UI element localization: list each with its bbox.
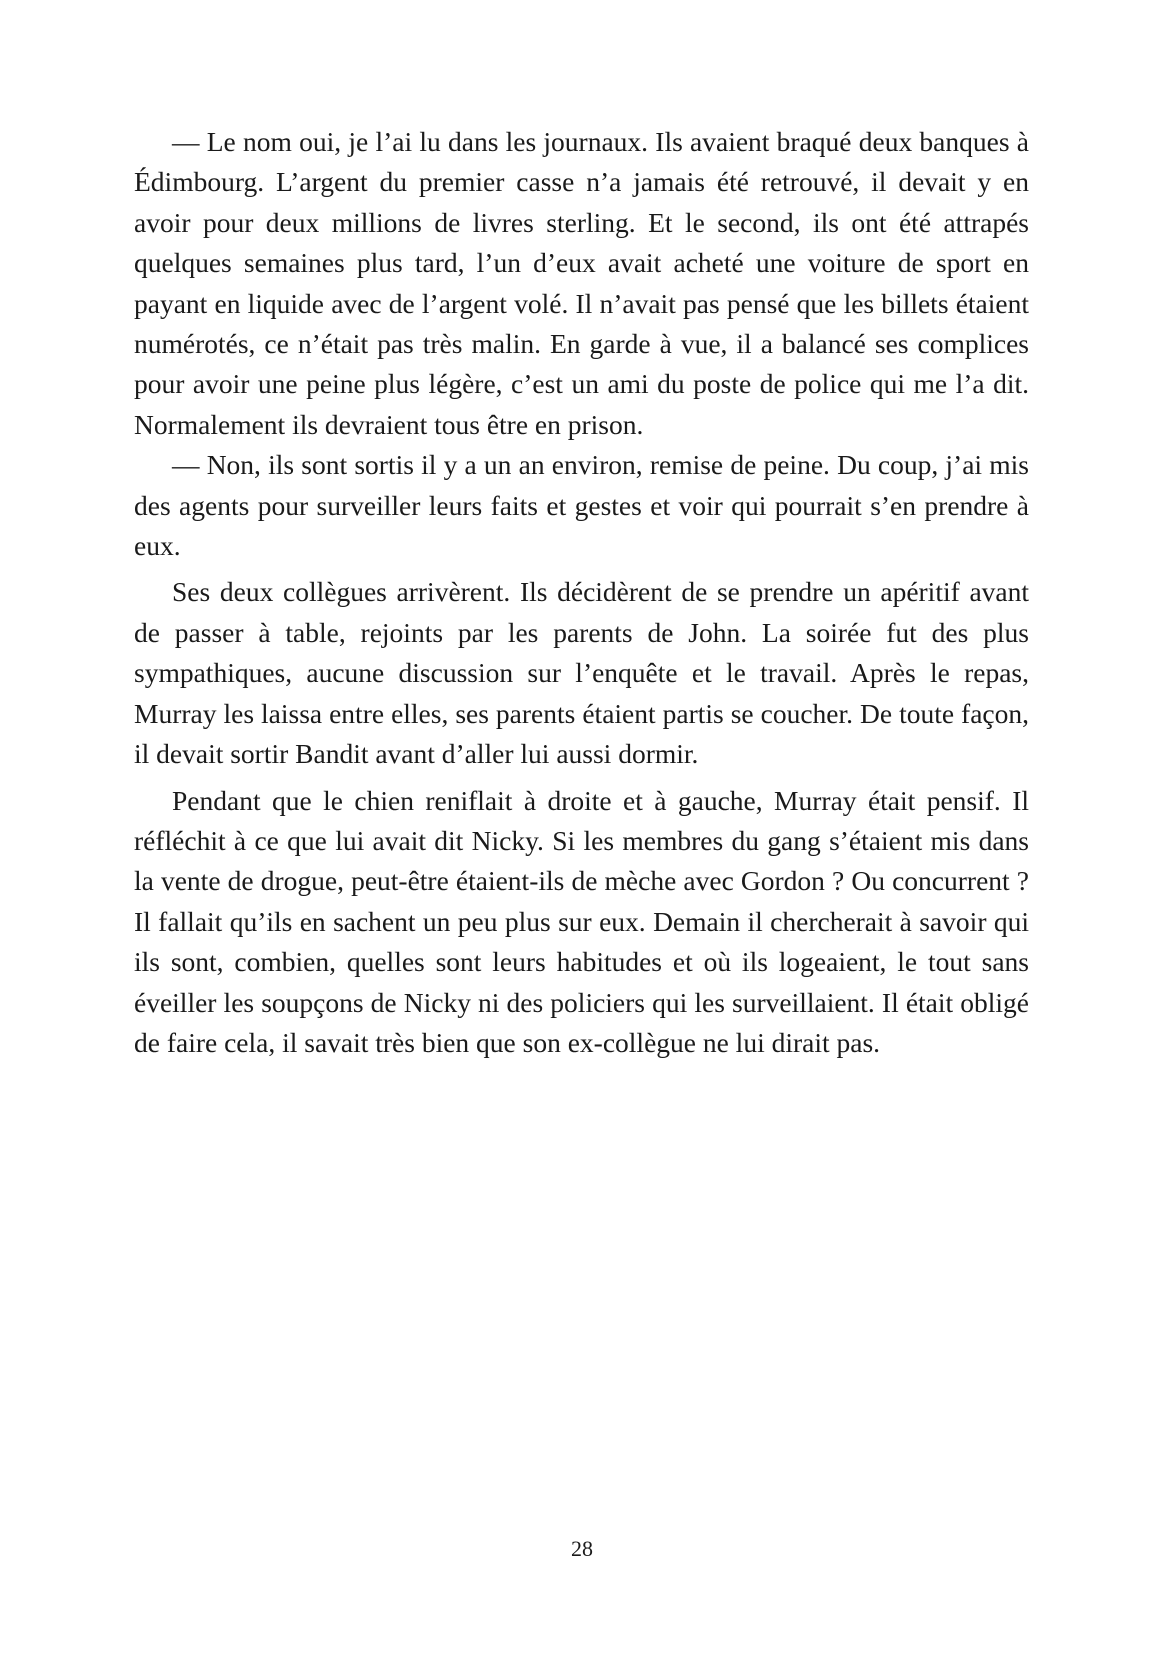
page-number: 28: [571, 1536, 593, 1561]
body-text: [134, 122, 1029, 1063]
paragraph-4: Pendant que le chien reniflait à droite et à gauche, Murray était pensif. Il réfléchit à ce que lui avait dit Nicky. Si les membres du gang s’étaient mis dans la vente de drogue, peut-être étaient-ils de mèche avec Gordon ? Ou concurrent ? Il fallait qu’ils en sachent un peu plus sur eux. Demain il chercherait à savoir qui ils sont, combien, quelles sont leurs habitudes et où ils logeaient, le tout sans éveiller les soupçons de Nicky ni des policiers qui les surveillaient. Il était obligé de faire cela, il savait très bien que son ex-collègue ne lui dirait pas.: [134, 784, 1029, 1058]
paragraph-3: Ses deux collègues arrivèrent. Ils décidèrent de se prendre un apéritif avant de passer à table, rejoints par les parents de John. La soirée fut des plus sympathiques, aucune discussion sur l’enquête et le travail. Après le repas, Murray les laissa entre elles, ses parents étaient partis se coucher. De toute façon, il devait sortir Bandit avant d’aller lui aussi dormir.: [134, 576, 1029, 770]
paragraph-2: — Non, ils sont sortis il y a un an environ, remise de peine. Du coup, j’ai mis des agents pour surveiller leurs faits et gestes et voir qui pourrait s’en prendre à eux.: [134, 449, 1029, 562]
paragraph-1: — Le nom oui, je l’ai lu dans les journaux. Ils avaient braqué deux banques à Édimbourg. L’argent du premier casse n’a jamais été retrouvé, il devait y en avoir pour deux millions de livres sterling. Et le second, ils ont été attrapés quelques semaines plus tard, l’un d’eux avait acheté une voiture de sport en payant en liquide avec de l’argent volé. Il n’avait pas pensé que les billets étaient numérotés, ce n’était pas très malin. En garde à vue, il a balancé ses complices pour avoir une peine plus légère, c’est un ami du poste de police qui me l’a dit. Normalement ils devraient tous être en prison.: [134, 126, 1029, 440]
